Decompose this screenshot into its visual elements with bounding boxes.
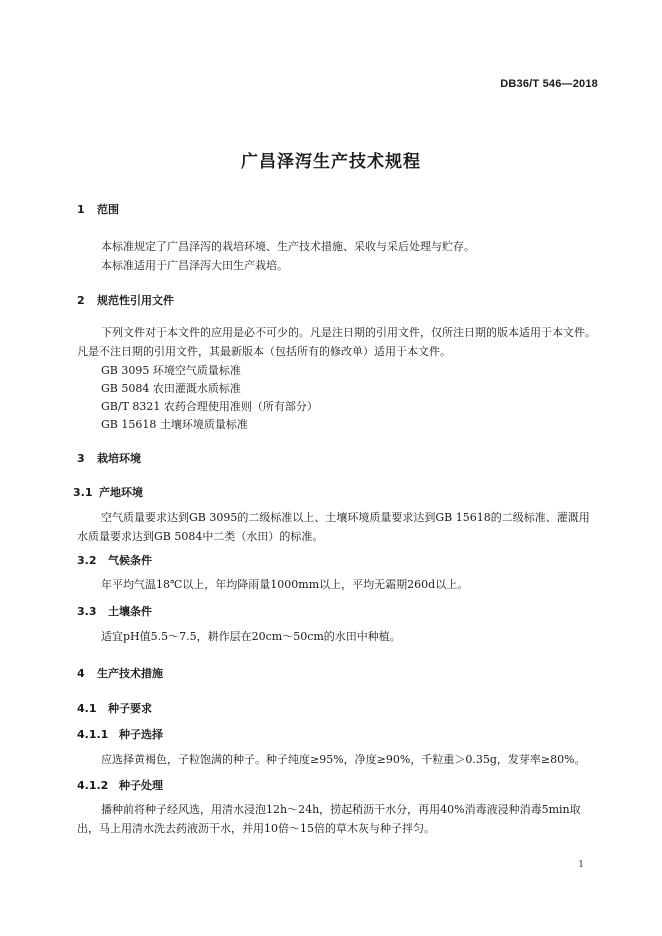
page-number: 1 bbox=[578, 860, 584, 870]
soil-paragraph: 适宜pH值5.5～7.5，耕作层在20cm～50cm的水田中种植。 bbox=[101, 630, 401, 643]
section-4-1-heading bbox=[77, 700, 152, 716]
references-intro: 下列文件对于本文件的应用是必不可少的。凡是注日期的引用文件，仅所注日期的版本适用于本文件。凡是不注日期的引用文件，其最新版本（包括所有的修改单）适用于本文件。 bbox=[77, 326, 596, 358]
section-number: 4.1 bbox=[77, 702, 97, 715]
section-2-heading bbox=[77, 292, 174, 308]
reference-item: GB 3095 环境空气质量标准 bbox=[101, 364, 241, 377]
section-title: 气候条件 bbox=[108, 554, 152, 567]
section-title: 产地环境 bbox=[99, 486, 143, 499]
section-number: 2 bbox=[77, 294, 85, 307]
seed-selection-paragraph: 应选择黄褐色，子粒饱满的种子。种子纯度≥95%，净度≥90%，千粒重＞0.35g，发芽率≥80%。 bbox=[101, 753, 586, 766]
section-number: 1 bbox=[77, 203, 85, 216]
section-title: 栽培环境 bbox=[97, 452, 141, 465]
scope-paragraph-1: 本标准规定了广昌泽泻的栽培环境、生产技术措施、采收与采后处理与贮存。 bbox=[101, 240, 475, 253]
reference-item: GB/T 8321 农药合理使用准则（所有部分） bbox=[101, 400, 318, 413]
section-title: 种子处理 bbox=[119, 779, 163, 792]
reference-item: GB 15618 土壤环境质量标准 bbox=[101, 418, 248, 431]
section-4-1-2-heading bbox=[77, 777, 163, 793]
reference-item: GB 5084 农田灌溉水质标准 bbox=[101, 382, 241, 395]
section-4-1-1-heading bbox=[77, 726, 163, 742]
section-number: 3.1 bbox=[73, 486, 93, 499]
seed-treatment-paragraph: 播种前将种子经风选，用清水浸泡12h～24h，捞起稍沥干水分，再用40%消毒液浸种消毒5min取出，马上用清水洗去药液沥干水，并用10倍～15倍的草木灰与种子拌匀。 bbox=[77, 803, 581, 835]
section-title: 种子选择 bbox=[119, 728, 163, 741]
section-title: 规范性引用文件 bbox=[97, 294, 174, 307]
section-title: 土壤条件 bbox=[108, 605, 152, 618]
section-3-1-heading bbox=[73, 484, 143, 500]
section-number: 4.1.1 bbox=[77, 728, 109, 741]
scope-paragraph-2: 本标准适用于广昌泽泻大田生产栽培。 bbox=[101, 259, 288, 272]
section-3-heading bbox=[77, 450, 141, 466]
document-title: 广昌泽泻生产技术规程 bbox=[241, 152, 421, 172]
section-title: 范围 bbox=[97, 203, 119, 216]
section-1-heading bbox=[77, 201, 119, 217]
section-3-3-heading bbox=[77, 603, 152, 619]
section-number: 4.1.2 bbox=[77, 779, 109, 792]
section-number: 4 bbox=[77, 667, 85, 680]
section-3-2-heading bbox=[77, 552, 152, 568]
environment-paragraph: 空气质量要求达到GB 3095的二级标准以上、土壤环境质量要求达到GB 15618的二级标准、灌溉用水质量要求达到GB 5084中二类（水田）的标准。 bbox=[77, 511, 590, 543]
section-number: 3.3 bbox=[77, 605, 97, 618]
document-code: DB36/T 546—2018 bbox=[500, 78, 598, 90]
section-4-heading bbox=[77, 665, 163, 681]
section-number: 3.2 bbox=[77, 554, 97, 567]
climate-paragraph: 年平均气温18℃以上，年均降雨量1000mm以上，平均无霜期260d以上。 bbox=[101, 578, 469, 591]
section-title: 生产技术措施 bbox=[97, 667, 163, 680]
section-number: 3 bbox=[77, 452, 85, 465]
section-title: 种子要求 bbox=[108, 702, 152, 715]
